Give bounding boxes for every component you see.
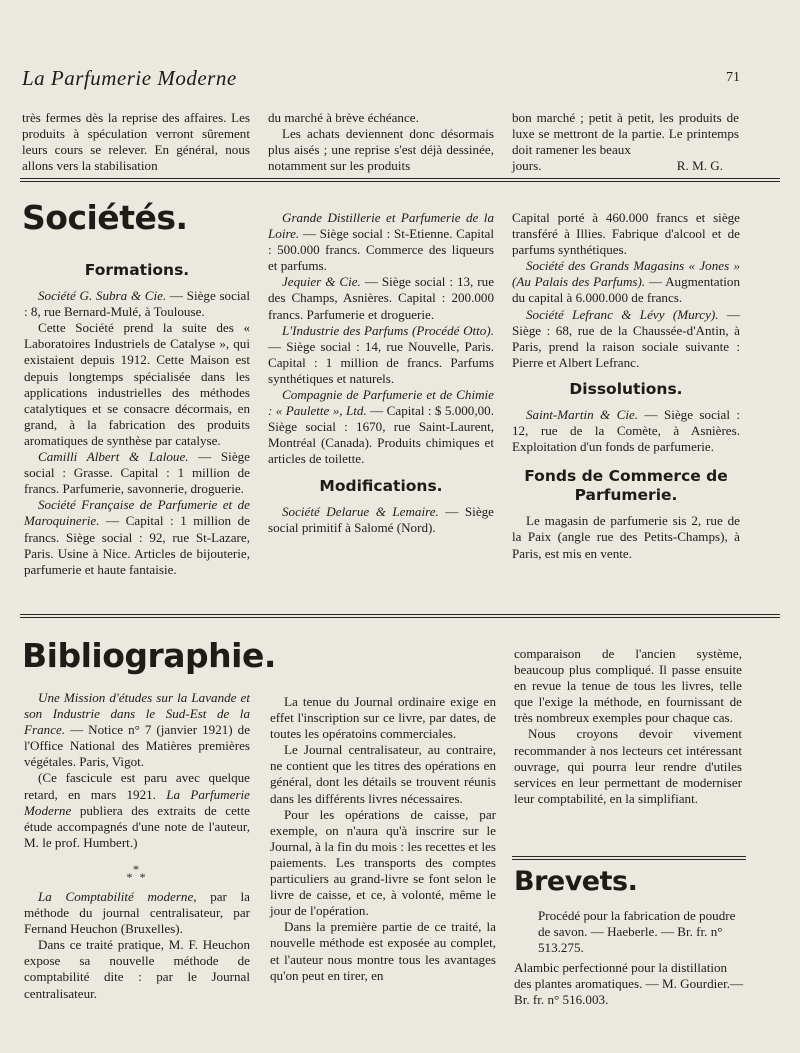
entry-sfpm-name: Société Française de Parfumerie et de Maroquinerie. xyxy=(24,497,250,529)
entry-labo: Cette Société prend la suite des « Laboratoires Industriels de Catalyse », qui existaient depuis 1912. Cette Maison est depuis longtemps spécialisée dans les applications industrielles des méthodes catalytiques et se consacre décormais, en grand, à la fabrication des produits aromatiques de synthèse par catalyse. xyxy=(24,320,250,448)
brevets-column xyxy=(514,908,744,1009)
dissolutions-heading: Dissolutions. xyxy=(569,379,683,398)
bibliographie-title: Bibliographie. xyxy=(22,636,276,675)
top-column-2 xyxy=(268,110,494,174)
entry-otto xyxy=(268,323,494,387)
entry-gdpl-name: Grande Distillerie et Parfumerie de la Loire. xyxy=(268,210,494,242)
fonds-heading: Fonds de Commerce de Parfumerie. xyxy=(524,467,728,505)
biblio-note-journal: La Parfumerie Moderne xyxy=(24,786,250,818)
entry-sfpm xyxy=(24,497,250,577)
market-paragraph-luxe: bon marché ; petit à petit, les produits de luxe se mettront de la partie. Le printemps doit ramener les beaux xyxy=(512,110,739,158)
biblio-journal-p4: Dans la première partie de ce traité, la nouvelle méthode est exposée au complet, et l'auteur nous montre tous les avantages qu'on peut en tirer, en xyxy=(270,919,496,983)
last-word: jours. xyxy=(512,158,542,174)
market-paragraph-achats: Les achats deviennent donc désormais plus aisés ; une reprise s'est déjà dessinée, notamment sur les produits xyxy=(268,126,494,174)
biblio-compta-title: La Comptabilité moderne, xyxy=(38,888,197,904)
biblio-mission-title: Une Mission d'études sur la Lavande et son Industrie dans le Sud-Est de la France. xyxy=(24,690,250,738)
biblio-mission xyxy=(24,690,250,770)
entry-fonds: Le magasin de parfumerie sis 2, rue de la Paix (angle rue des Petits-Champs), à Paris, est mis en vente. xyxy=(512,513,740,561)
entry-gdpl-text: — Siège social : St-Etienne. Capital : 500.000 francs. Commerce des liqueurs et parfums. xyxy=(268,226,494,274)
entry-stmartin-text: — Siège social : 12, rue de la Comète, à Asnières. Exploitation d'un fonds de parfumerie. xyxy=(512,407,740,455)
societes-title: Sociétés. xyxy=(22,198,188,237)
entry-jones xyxy=(512,258,740,306)
societes-column-1 xyxy=(24,262,250,578)
entry-lefranc-name: Société Lefranc & Lévy (Murcy). xyxy=(526,306,719,322)
biblio-note-a: (Ce fascicule est paru avec quelque retard, en mars 1921. xyxy=(24,770,250,802)
entry-lefranc-text: — Siège : 68, rue de la Chaussée-d'Antin, à Paris, prend la raison sociale suivante : Pierre et Albert Lefranc. xyxy=(512,306,740,370)
entry-jones-name: Société des Grands Magasins « Jones » (Au Palais des Parfums). xyxy=(512,258,740,290)
entry-subra-name: Société G. Subra & Cie. xyxy=(38,288,167,304)
biblio-column-3 xyxy=(514,646,742,807)
entry-otto-name: L'Industrie des Parfums (Procédé Otto). xyxy=(282,322,494,338)
entry-jequier-text: — Siège social : 13, rue des Champs, Asnières. Capital : 200.000 francs. Parfumerie et droguerie. xyxy=(268,274,495,322)
running-title: La Parfumerie Moderne xyxy=(22,66,237,90)
biblio-comparison: comparaison de l'ancien système, beaucoup plus compliqué. Il passe ensuite en revue la tenue de tous les livres, telle que l'exige la méthode, en fournissant de très nombreux exemples pour chaque cas. xyxy=(514,646,742,726)
entry-lefranc xyxy=(512,307,740,371)
entry-jequier xyxy=(268,274,494,322)
brevets-divider xyxy=(512,856,746,860)
biblio-column-1 xyxy=(24,690,250,1002)
author-signature: R. M. G. xyxy=(676,158,723,174)
entry-camilli xyxy=(24,449,250,497)
entry-paulette-name: Compagnie de Parfumerie et de Chimie : « Paulette », Ltd. xyxy=(268,387,494,419)
biblio-recommendation: Nous croyons devoir vivement recommander à nos lecteurs cet intéressant ouvrage, qui pourra leur rendre d'utiles services en leur permettant de moderniser leur comptabilité, en la simplifiant. xyxy=(514,726,742,806)
brevet-2: Alambic perfectionné pour la distillation des plantes aromatiques. — M. Gourdier.— Br. fr. n° 516.003. xyxy=(514,960,744,1008)
stars-separator: * * * xyxy=(126,861,148,884)
societes-column-3 xyxy=(512,210,740,562)
entry-camilli-name: Camilli Albert & Laloue. xyxy=(38,449,189,465)
entry-delarue xyxy=(268,504,494,536)
biblio-compta-desc: Dans ce traité pratique, M. F. Heuchon expose sa nouvelle méthode de comptabilité dite : par le Journal centralisateur. xyxy=(24,937,250,1001)
section-divider-2 xyxy=(20,614,780,618)
entry-paulette-text: — Capital : $ 5.000,00. Siège social : 1670, rue Saint-Laurent, Montréal (Canada). Produits chimiques et articles de toilette. xyxy=(268,403,494,467)
signature-line xyxy=(512,158,739,174)
biblio-column-2 xyxy=(270,694,496,984)
brevet-1: Procédé pour la fabrication de poudre de savon. — Haeberle. — Br. fr. n° 513.275. xyxy=(538,908,736,956)
market-paragraph-end: très fermes dès la reprise des affaires. Les produits à spéculation verront sûrement leurs cours se relever. En général, nous allons vers la stabilisation xyxy=(22,110,250,174)
biblio-compta-text: par la méthode du journal centralisateur, par Fernand Heuchon (Bruxelles). xyxy=(24,888,250,937)
entry-sfpm-text: — Capital : 1 million de francs. Siège social : 92, rue St-Lazare, Paris. Usine à Nice. Articles de bijouterie, parfumerie et haute fantaisie. xyxy=(24,513,250,577)
brevets-title: Brevets. xyxy=(514,866,638,897)
entry-gdpl xyxy=(268,210,494,274)
biblio-mission-note xyxy=(24,770,250,850)
entry-delarue-text: — Siège social primitif à Salomé (Nord). xyxy=(268,503,494,535)
entry-jones-text: — Augmentation du capital à 6.000.000 de francs. xyxy=(512,274,740,306)
entry-camilli-text: — Siège social : Grasse. Capital : 1 million de francs. Parfumerie, savonnerie, droguerie. xyxy=(24,449,250,497)
formations-heading: Formations. xyxy=(84,261,190,279)
entry-otto-text: — Siège social : 14, rue Nouvelle, Paris. Capital : 1 million de francs. Parfums synthétiques et naturels. xyxy=(268,338,494,386)
entry-stmartin xyxy=(512,407,740,455)
section-divider-1 xyxy=(20,178,780,182)
biblio-journal-p3: Pour les opérations de caisse, par exemple, on n'aura qu'à inscrire sur le Journal, à la fin du mois : les recettes et les paiements. Les transports des comptes particuliers au grand-livre se font selon le livre de caisse, et ce, à volonté, même le jour de l'opération. xyxy=(270,806,496,919)
biblio-mission-text: — Notice n° 7 (janvier 1921) de l'Office National des Matières premières végétales. Paris, Vigot. xyxy=(24,722,250,770)
top-column-1 xyxy=(22,110,250,174)
market-paragraph-start: du marché à brève échéance. xyxy=(268,110,419,125)
entry-stmartin-name: Saint-Martin & Cie. xyxy=(526,407,639,423)
entry-paulette xyxy=(268,387,494,467)
entry-subra xyxy=(24,288,250,320)
entry-delarue-name: Société Delarue & Lemaire. xyxy=(282,503,439,519)
biblio-compta xyxy=(24,889,250,937)
entry-jequier-name: Jequier & Cie. xyxy=(282,274,361,290)
biblio-note-c: publiera des extraits de cette étude accompagnés d'une note de l'auteur, M. le prof. Humbert.) xyxy=(24,802,250,850)
page-number: 71 xyxy=(726,70,740,85)
entry-delarue-cont: Capital porté à 460.000 francs et siège transféré à Illies. Fabrique d'alcool et de parfums synthétiques. xyxy=(512,210,740,258)
entry-subra-text: — Siège social : 8, rue Bernard-Mulé, à Toulouse. xyxy=(24,288,251,320)
societes-column-2 xyxy=(268,210,494,536)
modifications-heading: Modifications. xyxy=(319,476,443,495)
top-column-3 xyxy=(512,110,739,174)
biblio-journal-p1: La tenue du Journal ordinaire exige en effet l'inscription sur ce livre, par dates, de toutes les opératoins commerciales. xyxy=(270,694,496,742)
biblio-journal-p2: Le Journal centralisateur, au contraire, ne contient que les titres des opérations en général, dont les détails se trouvent réunis dans les différents livres nécessaires. xyxy=(270,742,496,806)
